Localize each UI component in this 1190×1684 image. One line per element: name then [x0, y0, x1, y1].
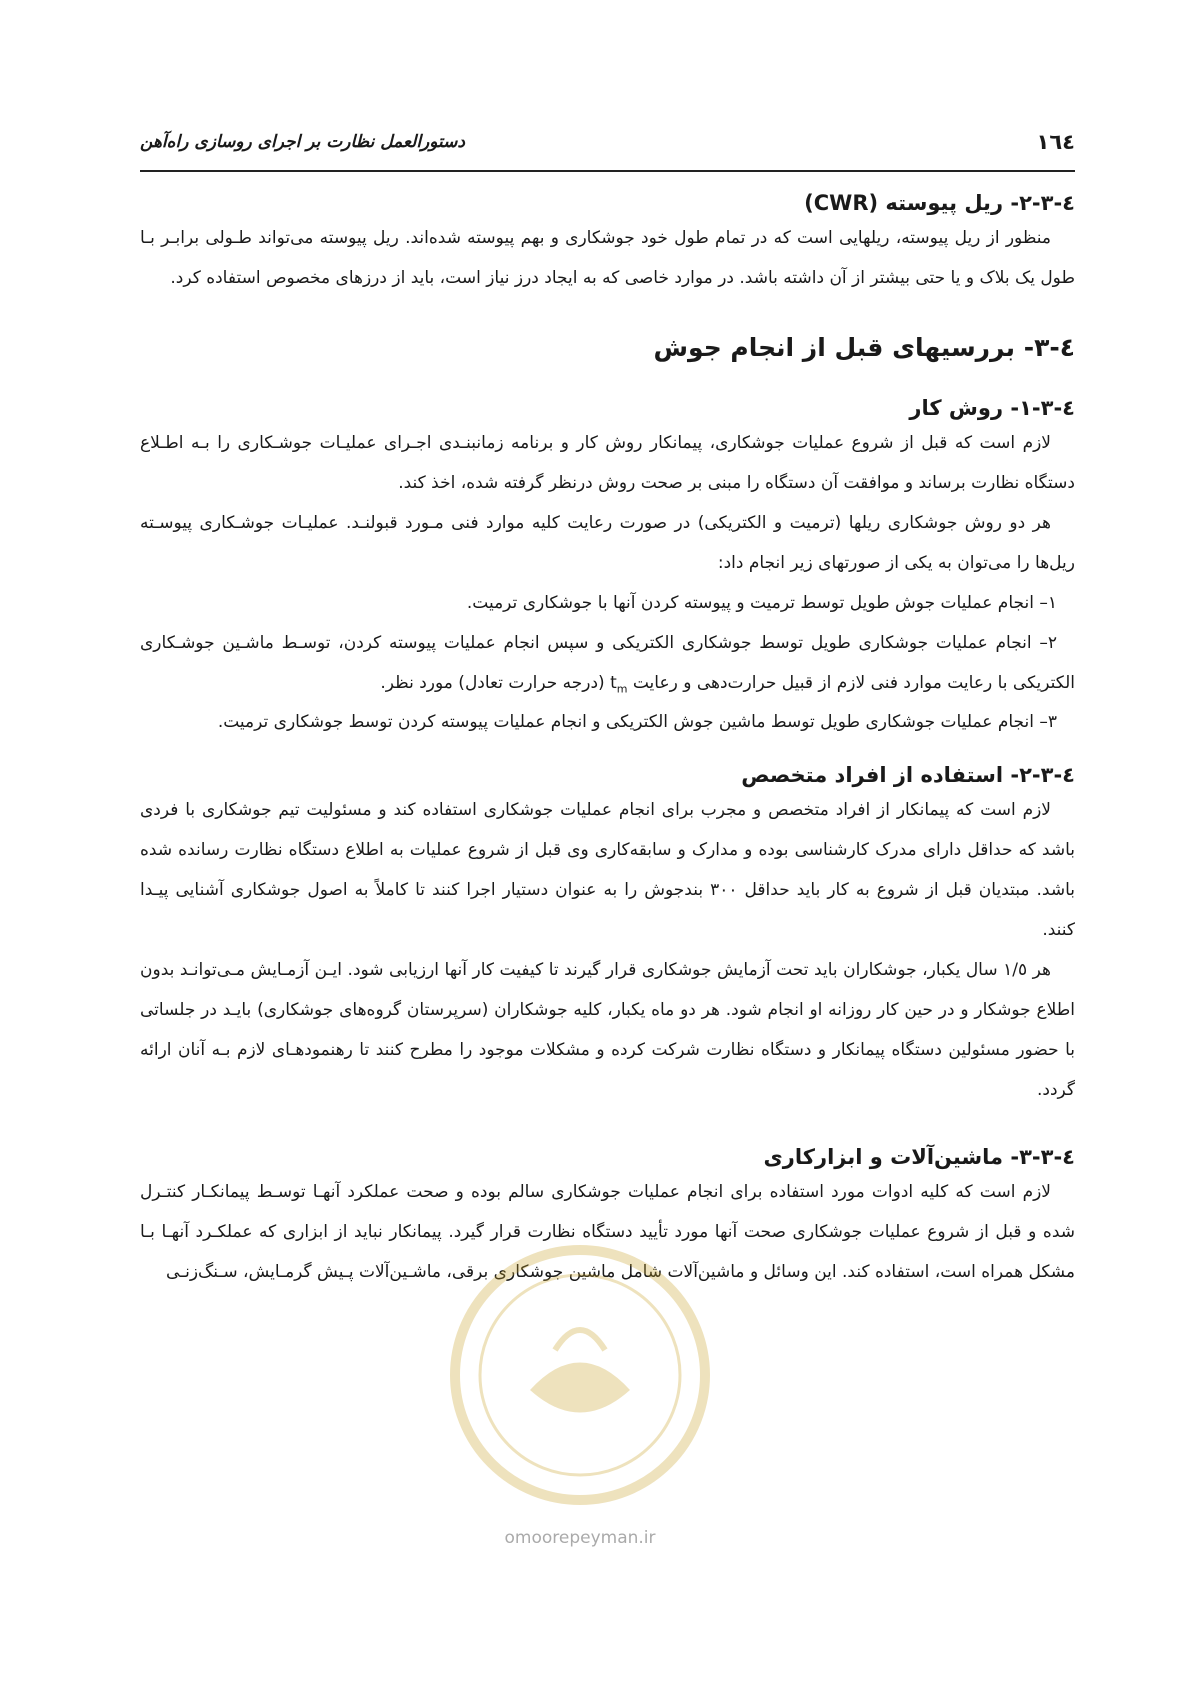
paragraph-experts-2: هر ١/٥ سال یکبار، جوشکاران باید تحت آزمایش جوشکاری قرار گیرند تا کیفیت کار آنها ارزیابی شود. ایـن آزمـایش مـی‌توانـد بدون اطلاع جوشکار و در حین کار روزانه او انجام شود. هر دو ماه یکبار، کلیه جوشکاران (سرپرستان گروه‌های جوشکاری) بایـد در جلساتی با حضور مسئولین دستگاه پیمانکار و دستگاه نظارت شرکت کرده و مشکلات موجود را مطرح کنند تا رهنمودهـای لازم بـه آنان ارائه گردد. — [140, 960, 1075, 1100]
paragraph-method-2: هر دو روش جوشکاری ریلها (ترمیت و الکتریکی) در صورت رعایت کلیه موارد فنی مـورد قبولنـد. عملیـات جوشـکاری پیوسـته ریل‌ها را می‌توان به یکی از صورتهای زیر انجام داد: — [140, 512, 1075, 573]
paragraph-method-1: لازم است که قبل از شروع عملیات جوشکاری، پیمانکار روش کار و برنامه زمانبنـدی اجـرای عملیـات جوشـکاری را بـه اطـلاع دستگاه نظارت برساند و موافقت آن دستگاه را مبنی بر صحت روش درنظر گرفته شده، اخذ کند. — [140, 432, 1075, 493]
header-rule — [140, 170, 1075, 172]
list-item-2-text-b: (درجه حرارت تعادل) مورد نظر. — [380, 672, 611, 693]
section-heading-experts: ٤-٣-٢- استفاده از افراد متخصص — [741, 763, 1075, 788]
running-title: دستورالعمل نظارت بر اجرای روسازی راه‌آهن — [140, 132, 465, 152]
paragraph-experts-1: لازم است که پیمانکار از افراد متخصص و مجرب برای انجام عملیات جوشکاری استفاده کند و مسئولیت تیم جوشکاری با فردی باشد که حداقل دارای مدرک کارشناسی بوده و مدارک و سابقه‌کاری وی قبل از شروع عملیات به اطلاع دستگاه نظارت رسانده شده باشد. مبتدیان قبل از شروع به کار باید حداقل ٣٠٠ بندجوش را به عنوان دستیار اجرا کنند تا کاملاً به اصول جوشکاری آشنایی پیـدا کنند. — [140, 800, 1075, 941]
t-symbol: t — [610, 672, 617, 693]
paragraph-cwr: منظور از ریل پیوسته، ریلهایی است که در تمام طول خود جوشکاری و بهم پیوسته شده‌اند. ریل پیوسته می‌تواند طـولی برابـر بـا طول یک بلاک و یا حتی بیشتر از آن داشته باشد. در موارد خاصی که به ایجاد درز نیاز است، باید از درزهای مخصوص استفاده کرد. — [140, 228, 1075, 288]
page-number: ١٦٤ — [1036, 130, 1075, 154]
t-subscript: m — [616, 681, 628, 695]
list-item-2 — [140, 624, 1075, 704]
list-item-3: ٣– انجام عملیات جوشکاری طویل توسط ماشین جوش الکتریکی و انجام عملیات پیوسته کردن توسط جوشکاری ترمیت. — [217, 712, 1057, 733]
page-header — [140, 120, 1075, 160]
watermark-url: omoorepeyman.ir — [504, 1528, 656, 1548]
section-heading-method: ٤-٣-١- روش کار — [909, 395, 1075, 420]
section-heading-cwr: ٤-٣-٢- ریل پیوسته (CWR) — [804, 191, 1075, 215]
list-item-1: ١– انجام عملیات جوش طویل توسط ترمیت و پیوسته کردن آنها با جوشکاری ترمیت. — [466, 592, 1057, 613]
list-item-2-text-a: ٢– انجام عملیات جوشکاری طویل توسط جوشکاری الکتریکی و سپس انجام عملیات پیوسته کردن، توسـط ماشـین جوشـکاری الکتریکی با رعایت موارد فنی لازم از قبیل حرارت‌دهی و رعایت — [140, 632, 1075, 693]
paragraph-tools-1: لازم است که کلیه ادوات مورد استفاده برای انجام عملیات جوشکاری سالم بوده و صحت عملکرد آنهـا توسـط پیمانکـار کنتـرل شده و قبل از شروع عملیات جوشکاری صحت آنها مورد تأیید دستگاه نظارت قرار گیرد. پیمانکار نباید از ابزاری که عملکـرد آنهـا بـا مشکل همراه است، استفاده کند. این وسائل و ماشین‌آلات شامل ماشین جوشکاری برقی، ماشـین‌آلات پـیش گرمـایش، سـنگ‌زنـی — [140, 1181, 1075, 1282]
page-content — [140, 185, 1075, 1293]
section-heading-pre-weld: ٤-٣- بررسیهای قبل از انجام جوش — [653, 332, 1075, 362]
section-heading-tools: ٤-٣-٣- ماشین‌آلات و ابزارکاری — [763, 1144, 1075, 1169]
